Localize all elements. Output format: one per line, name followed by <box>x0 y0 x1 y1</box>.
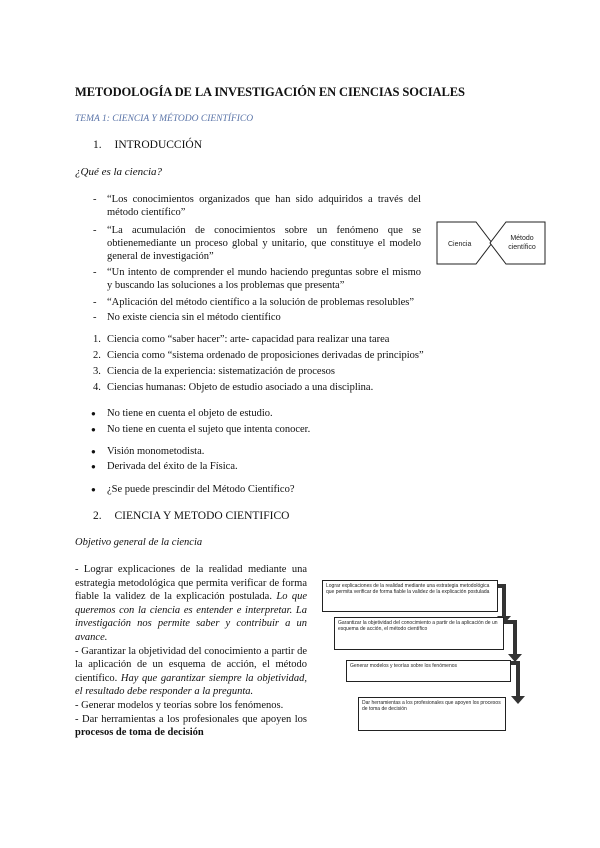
section-2-label: CIENCIA Y METODO CIENTIFICO <box>114 510 290 522</box>
ciencia-metodo-diagram <box>436 212 546 274</box>
section-1-number: 1. <box>93 139 102 151</box>
flow-step-2: Garantizar la objetividad del conocimiento a partir de la aplicación de un esquema de acción, el método científico <box>334 617 504 650</box>
dash-marker: - <box>93 225 97 236</box>
list-number: 2. <box>93 350 101 361</box>
list-number: 1. <box>93 334 101 345</box>
section-1-label: INTRODUCCIÓN <box>114 139 203 151</box>
bullet-icon: ● <box>91 409 96 418</box>
flow-arrowhead-3 <box>511 696 525 704</box>
list-item: No tiene en cuenta el sujeto que intenta conocer. <box>107 424 311 435</box>
diagram-right-label-2: científico <box>508 244 536 251</box>
objective-1-note: Lo que queremos con la ciencia es entender e interpretar. La investigación nos permite saber y contribuir a un avance. <box>75 591 308 643</box>
section-1-heading <box>93 139 202 151</box>
definition-item: “La acumulación de conocimientos sobre un fenómeno que se obtienemediante un proceso global y unitario, que constituye el modelo general de investigación” <box>107 225 421 262</box>
bullet-icon: ● <box>91 447 96 456</box>
document-subtitle: TEMA 1: CIENCIA Y MÉTODO CIENTÍFICO <box>75 114 254 124</box>
flow-step-1: Lograr explicaciones de la realidad mediante una estrategia metodológica que permita verificar de forma fiable la validez de la explicación postulada <box>322 580 498 612</box>
flow-diagram <box>318 576 533 748</box>
objective-3: - Generar modelos y teorías sobre los fenómenos. <box>75 699 284 711</box>
definition-item: “Un intento de comprender el mundo haciendo preguntas sobre el mismo y buscando las soluciones a los problemas que presenta” <box>107 267 421 291</box>
objectives-text <box>75 563 307 740</box>
diagram-left-label: Ciencia <box>448 241 472 248</box>
definition-item: “Aplicación del método científico a la solución de problemas resolubles” <box>107 297 415 308</box>
list-item: ¿Se puede prescindir del Método Científico? <box>107 484 295 495</box>
flow-step-4: Dar herramientas a los profesionales que apoyen los procesos de toma de decisión <box>358 697 506 731</box>
diagram-right-label-1: Método <box>510 235 534 242</box>
section-2-number: 2. <box>93 510 102 522</box>
list-item: Visión monometodista. <box>107 446 205 457</box>
objective-heading: Objetivo general de la ciencia <box>75 537 203 548</box>
list-item: Derivada del éxito de la Física. <box>107 461 238 472</box>
objective-4: - Dar herramientas a los profesionales que apoyen los <box>75 713 307 725</box>
list-item: Ciencia de la experiencia: sistematización de procesos <box>107 366 335 377</box>
dash-marker: - <box>93 312 97 323</box>
definition-item: No existe ciencia sin el método científico <box>107 312 281 323</box>
objective-4-bold: procesos de toma de decisión <box>75 727 204 739</box>
question-heading: ¿Qué es la ciencia? <box>75 166 163 178</box>
objective-2: - Garantizar la objetividad del conocimiento a partir de la aplicación de un esquema de acción, el método científico. <box>75 645 307 684</box>
bullet-icon: ● <box>91 425 96 434</box>
list-item: Ciencias humanas: Objeto de estudio asociado a una disciplina. <box>107 382 374 393</box>
bullet-icon: ● <box>91 485 96 494</box>
bullet-icon: ● <box>91 462 96 471</box>
definition-item: “Los conocimientos organizados que han sido adquiridos a través del método científico” <box>107 194 421 218</box>
list-item: No tiene en cuenta el objeto de estudio. <box>107 408 273 419</box>
section-2-heading <box>93 510 289 522</box>
metodo-arrow <box>490 222 545 264</box>
list-number: 4. <box>93 382 101 393</box>
list-item: Ciencia como “saber hacer”: arte- capacidad para realizar una tarea <box>107 334 390 345</box>
flow-arrow-2 <box>503 622 515 656</box>
document-title: METODOLOGÍA DE LA INVESTIGACIÓN EN CIENCIAS SOCIALES <box>75 85 465 99</box>
dash-marker: - <box>93 297 97 308</box>
list-number: 3. <box>93 366 101 377</box>
dash-marker: - <box>93 194 97 205</box>
list-item: Ciencia como “sistema ordenado de proposiciones derivadas de principios” <box>107 350 424 361</box>
objective-2-note: Hay que garantizar siempre la objetividad, el resultado debe responder a la pregunta. <box>75 672 307 698</box>
dash-marker: - <box>93 267 97 278</box>
objective-1: - Lograr explicaciones de la realidad mediante una estrategia metodológica que permita verificar de forma fiable la validez de la explicación postulada. <box>75 564 307 603</box>
flow-step-3: Generar modelos y teorías sobre los fenómenos <box>346 660 511 682</box>
